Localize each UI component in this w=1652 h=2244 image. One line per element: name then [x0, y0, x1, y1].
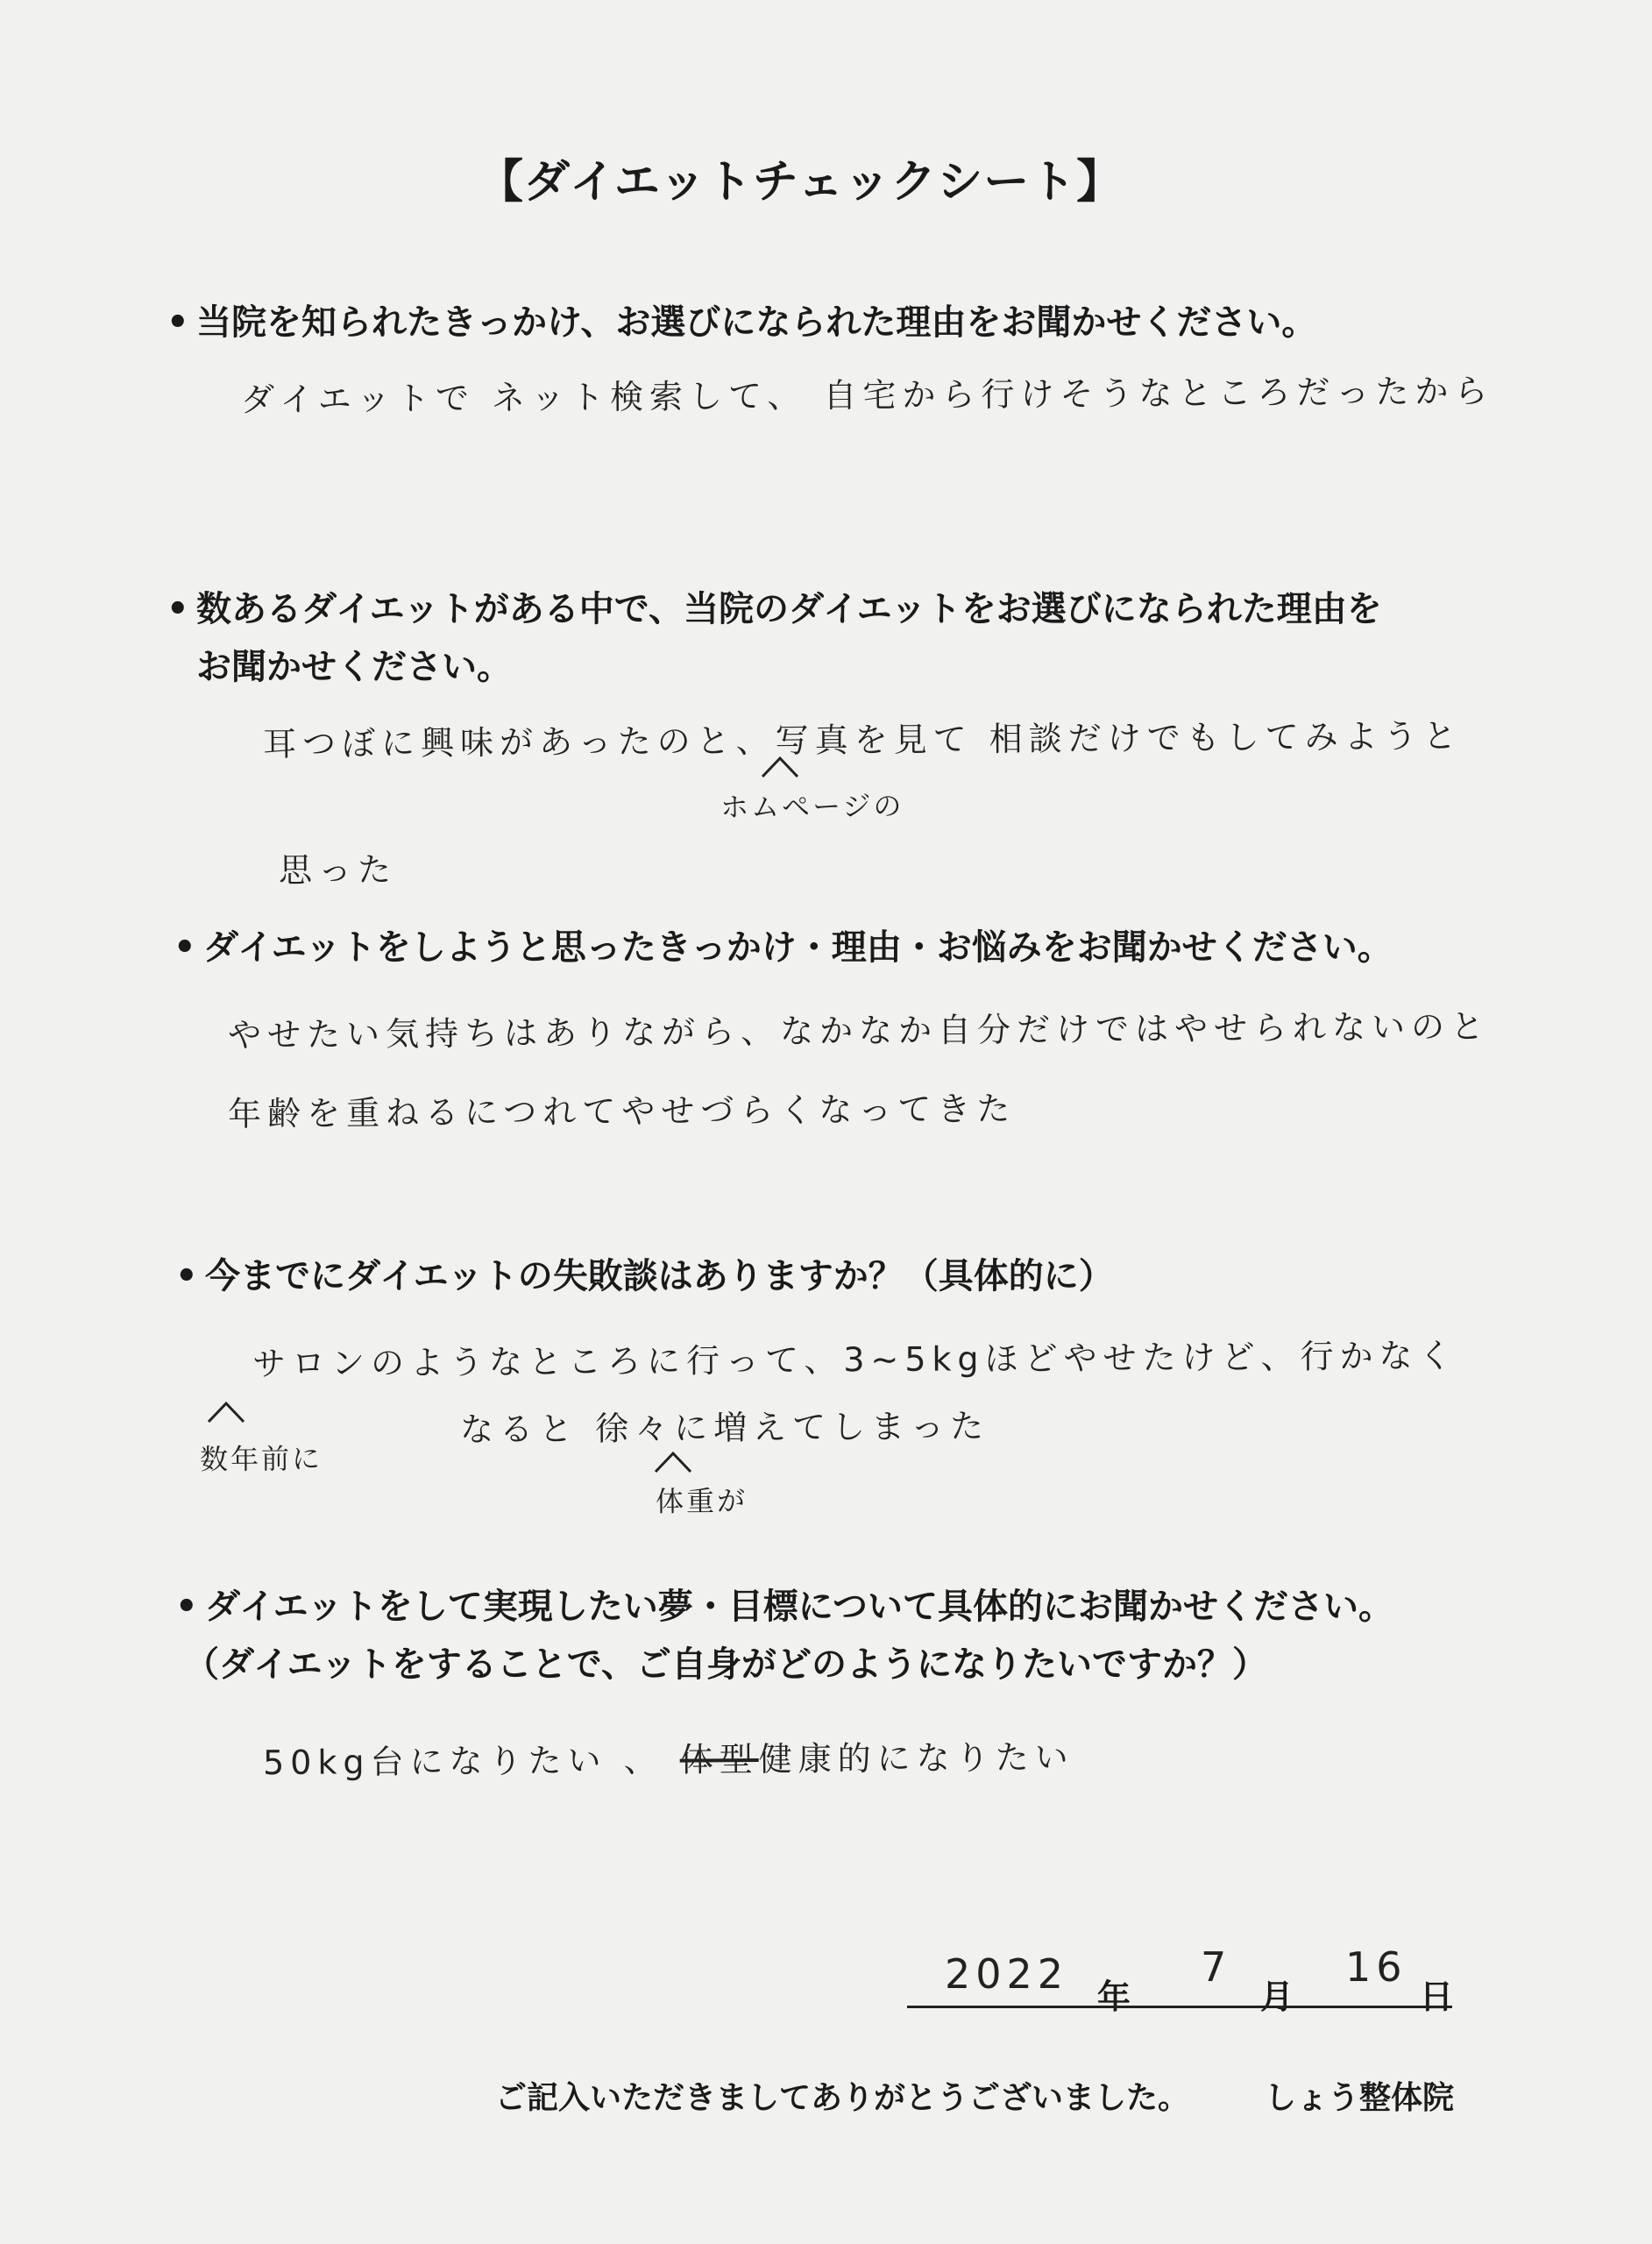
question-5 [175, 1578, 1393, 1694]
sheet-title: 【ダイエットチェックシート】 [478, 156, 1124, 209]
question-1 [167, 294, 1316, 352]
question-5-text-line-1: ダイエットをして実現したい夢・目標について具体的にお聞かせください。 [205, 1587, 1393, 1627]
bullet: • [175, 1256, 198, 1296]
question-3-text: ダイエットをしようと思ったきっかけ・理由・お悩みをお聞かせください。 [203, 927, 1393, 968]
date-year-label: 年 [1097, 1978, 1131, 2016]
date-day-label: 日 [1420, 1978, 1454, 2016]
question-2-text-line-2: お聞かせください。 [196, 647, 512, 687]
date-month-value: 7 [1201, 1943, 1232, 1991]
question-5-text-line-2: （ダイエットをすることで、ご自身がどのようになりたいですか？） [184, 1644, 1267, 1685]
question-1-text: 当院を知られたきっかけ、お選びになられた理由をお聞かせください。 [196, 302, 1317, 343]
footer-clinic-name: しょう整体院 [1265, 2080, 1455, 2116]
question-2-text-line-1: 数あるダイエットがある中で、当院のダイエットをお選びになられた理由を [196, 589, 1382, 629]
answer-5-part-2: 健康的になりたい [758, 1737, 1074, 1779]
bullet: • [167, 589, 189, 629]
insert-caret-icon [761, 756, 799, 778]
answer-3-line-2: 年齢を重ねるにつれてやせづらくなってきた [227, 1089, 1017, 1133]
date-month-label: 月 [1260, 1978, 1294, 2016]
date-day-value: 16 [1345, 1943, 1407, 1991]
answer-4-insert-note-2: 体重が [655, 1484, 748, 1518]
answer-4-line-1: サロンのようなところに行って、3~5kgほどやせたけど、行かなく [252, 1336, 1458, 1383]
question-4-text: 今までにダイエットの失敗談はありますか？（具体的に） [205, 1256, 1114, 1296]
bullet: • [174, 927, 196, 968]
answer-5-part-1: 50kg台になりたい 、 [262, 1740, 663, 1782]
question-2 [167, 580, 1382, 696]
answer-2-insert-note: ホムページの [720, 789, 904, 824]
date-underline [907, 2006, 1452, 2008]
answer-4-line-2: なると 徐々に増えてしまった [459, 1406, 990, 1449]
question-4 [175, 1247, 1114, 1305]
answer-2-line-1: 耳つぼに興味があったのと、写真を見て 相談だけでもしてみようと [262, 716, 1463, 763]
answer-5-line-1 [263, 1730, 1074, 1784]
answer-5-struck-text: 体型 [679, 1740, 759, 1779]
date-year-value: 2022 [945, 1950, 1069, 1998]
insert-caret-icon [654, 1451, 692, 1474]
footer-thanks: ご記入いただきましてありがとうございました。 [495, 2080, 1190, 2116]
answer-2-line-2: 思った [278, 850, 398, 890]
bullet: • [167, 302, 189, 343]
answer-3-line-1: やせたい気持ちはありながら、なかなか自分だけではやせられないのと [227, 1006, 1491, 1055]
question-3 [174, 919, 1393, 976]
insert-caret-icon [207, 1401, 245, 1424]
answer-4-insert-note-1: 数年前に [199, 1442, 323, 1476]
answer-1-line-1: ダイエットで ネット検索して、 自宅から行けそうなところだったから [240, 372, 1494, 419]
bullet: • [175, 1587, 198, 1627]
